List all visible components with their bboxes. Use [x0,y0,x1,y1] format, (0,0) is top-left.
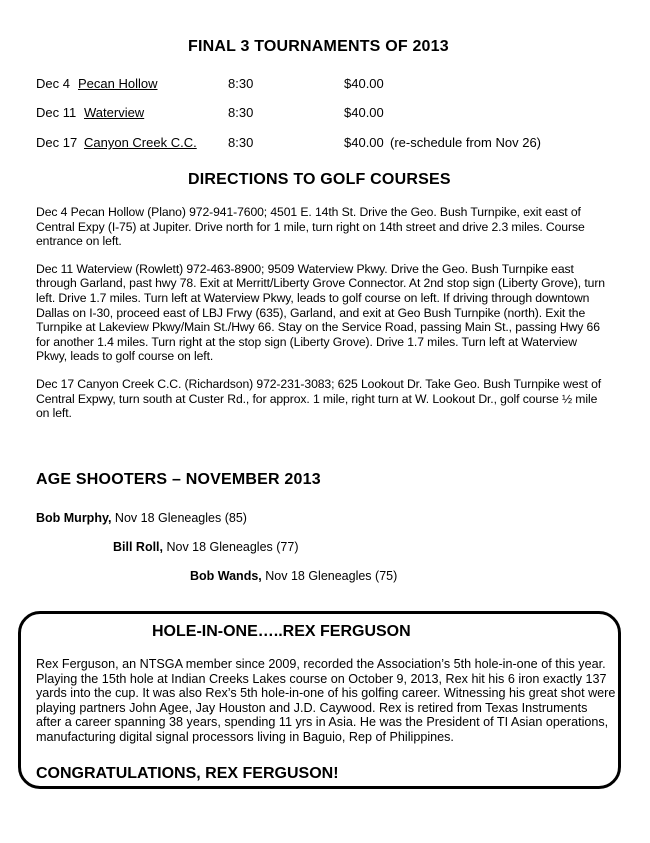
hole-in-one-title: HOLE-IN-ONE…..REX FERGUSON [152,623,411,640]
age-shooter-entry [36,511,247,525]
tournament-course: Waterview [84,105,145,120]
age-shooter-name: Bill Roll, [113,540,163,554]
final-tournaments-title: FINAL 3 TOURNAMENTS OF 2013 [188,38,449,55]
hole-in-one-box [18,611,621,789]
age-shooter-entry [113,540,299,554]
tournament-fee: $40.00 [344,135,384,150]
direction-paragraph: Dec 4 Pecan Hollow (Plano) 972-941-7600; 4501 E. 14th St. Drive the Geo. Bush Turnpike, exit east of Central Expy (I-75) at Jupiter. Drive north for 1 mile, turn right on 14th street and drive 2.3 miles. Course entrance on left. [36,205,585,249]
age-shooter-detail: Nov 18 Gleneagles (77) [163,540,299,554]
tournament-time: 8:30 [228,135,254,150]
tournament-fee: $40.00 [344,105,384,120]
tournament-fee: $40.00 [344,76,384,91]
tournament-note: (re-schedule from Nov 26) [390,135,541,150]
age-shooters-title: AGE SHOOTERS – NOVEMBER 2013 [36,471,321,488]
tournament-date: Dec 4 [36,76,70,91]
age-shooter-name: Bob Wands, [190,569,262,583]
age-shooter-name: Bob Murphy, [36,511,112,525]
tournament-course: Pecan Hollow [78,76,158,91]
tournament-time: 8:30 [228,105,254,120]
age-shooter-detail: Nov 18 Gleneagles (75) [261,569,398,583]
direction-paragraph: Dec 17 Canyon Creek C.C. (Richardson) 972-231-3083; 625 Lookout Dr. Take Geo. Bush Turnpike west of Central Expwy, turn south at Custer Rd., for approx. 1 mile, right turn at W. Lookout Dr., golf course ½ mile on left. [36,376,602,421]
tournament-row [36,135,616,151]
directions-title: DIRECTIONS TO GOLF COURSES [188,171,451,188]
tournament-date: Dec 17 [36,135,78,150]
tournament-row [36,76,596,92]
congratulations-text: CONGRATULATIONS, REX FERGUSON! [36,765,339,782]
tournament-time: 8:30 [228,76,254,91]
tournament-date: Dec 11 [36,105,77,120]
tournament-course: Canyon Creek C.C. [84,135,197,150]
age-shooter-detail: Nov 18 Gleneagles (85) [111,511,247,525]
age-shooter-entry [190,569,397,583]
direction-paragraph: Dec 11 Waterview (Rowlett) 972-463-8900; 9509 Waterview Pkwy. Drive the Geo. Bush Turnpike east through Garland, past hwy 78. Exit at Merritt/Liberty Grove Connector. At 2nd stop sign (Liberty Grove), turn left. Drive 1.7 miles. Turn left at Waterview Pkwy, leads to golf course on left. If driving through downtown Dallas on I-30, proceed east of LBJ Frwy (635), Garland, and exit at Geo Bush Turnpike (north). Exit the Turnpike at Lakeview Pkwy/Main St./Hwy 66. Stay on the Service Road, passing Main St., passing Hwy 66 for another 1.4 miles. Turn right at the stop sign (Liberty Grove). Drive 1.7 miles. Turn left at Waterview Pkwy, leads to golf course on left. [36,261,605,364]
hole-in-one-body: Rex Ferguson, an NTSGA member since 2009, recorded the Association’s 5th hole-in-one of this year. Playing the 15th hole at Indian Creeks Lakes course on October 9, 2013, Rex hit his 6 iron exactly 137 yards into the cup. It was also Rex’s 5th hole-in-one of his golfing career. Witnessing his great shot were playing partners John Agee, Jay Houston and J.D. Caywood. Rex is retired from Texas Instruments after a career spanning 38 years, spending 11 yrs in Asia. He was the President of TI Asian operations, manufacturing digital signal processors living in Baguio, Rep of Philippines. [36,657,616,744]
tournament-row [36,105,596,121]
directions-block [36,205,608,421]
